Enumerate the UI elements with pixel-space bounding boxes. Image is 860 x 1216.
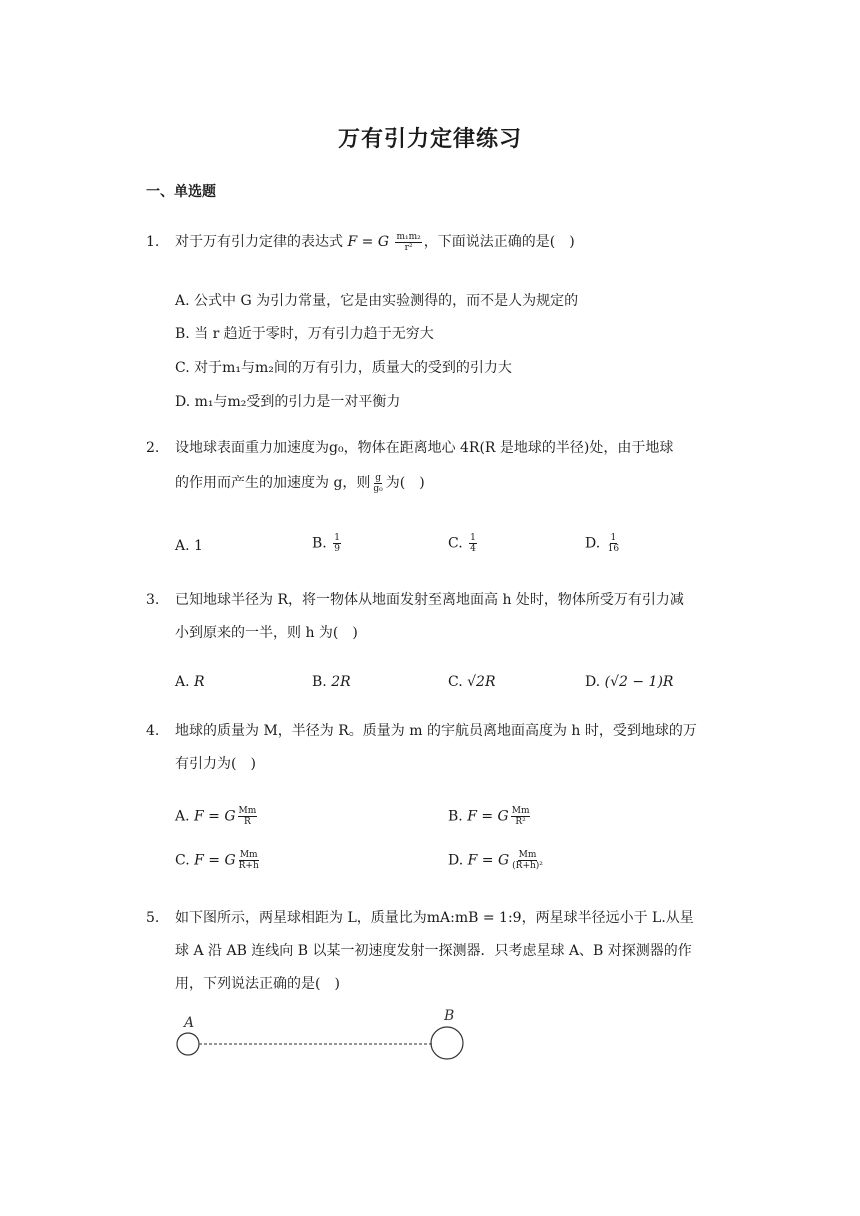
question-3 — [146, 584, 720, 650]
question-2 — [146, 432, 720, 500]
option-3d[interactable]: D. (√2 − 1)R — [585, 674, 674, 690]
formula-fraction: $\frac{g}{\text{g₀}}$ — [373, 472, 383, 494]
label-b: B — [444, 1008, 455, 1024]
question-number: 5. — [146, 910, 160, 926]
question-number: 2. — [146, 440, 160, 456]
option-4a[interactable]: A. F = G $\frac{Mm}{R}$ — [175, 806, 257, 827]
option-4c[interactable]: C. F = G $\frac{Mm}{R+h}$ — [175, 850, 259, 871]
section-heading: 一、单选题 — [146, 184, 216, 200]
option-3b[interactable]: B. 2R — [312, 674, 351, 690]
formula-fraction: $\frac{\text{m₁m₂}}{\text{r²}}$ — [396, 231, 421, 253]
question-text: 设地球表面重力加速度为g₀，物体在距离地心 4R(R 是地球的半径)处，由于地球 的作用而产生的加速度为 g，则 $\frac{g}{\text{g₀}}$ 为( ) — [175, 440, 674, 494]
two-star-figure — [170, 1005, 480, 1065]
question-number: 1. — [146, 234, 160, 250]
label-a: A — [184, 1015, 195, 1031]
question-number: 3. — [146, 592, 160, 608]
option-3c[interactable]: C. √2R — [448, 674, 496, 690]
option-1b[interactable]: B. 当 r 趋近于零时，万有引力趋于无穷大 — [175, 326, 434, 342]
option-2b[interactable]: B. $\frac{1}{9}$ — [312, 533, 340, 554]
page-title: 万有引力定律练习 — [337, 127, 522, 152]
question-text: 如下图所示，两星球相距为 L，质量比为mA:mB = 1:9，两星球半径远小于 L.从星 球 A 沿 AB 连线向 B 以某一初速度发射一探测器．只考虑星球 A、B 对探测器的作 用，下列说法正确的是( ) — [175, 910, 694, 992]
option-1d[interactable]: D. m₁与m₂受到的引力是一对平衡力 — [175, 394, 401, 410]
option-4b[interactable]: B. F = G $\frac{Mm}{\text{R²}}$ — [448, 806, 530, 827]
option-2c[interactable]: C. $\frac{1}{4}$ — [448, 533, 476, 554]
option-4d[interactable]: D. F = G $\frac{Mm}{\text{(R+h)²}}$ — [448, 850, 543, 871]
option-2d[interactable]: D. $\frac{1}{16}$ — [585, 533, 620, 554]
option-2a[interactable]: A. 1 — [175, 538, 203, 554]
option-1c[interactable]: C. 对于m₁与m₂间的万有引力，质量大的受到的引力大 — [175, 360, 512, 376]
question-number: 4. — [146, 723, 160, 739]
question-5 — [146, 902, 720, 1001]
question-text: 对于万有引力定律的表达式 F = G $\frac{\text{m₁m₂}}{\text{r²}}$ ，下面说法正确的是( ) — [175, 231, 575, 253]
question-text: 地球的质量为 M，半径为 R。质量为 m 的宇航员离地面高度为 h 时，受到地球的万 有引力为( ) — [175, 723, 697, 772]
option-1a[interactable]: A. 公式中 G 为引力常量，它是由实验测得的，而不是人为规定的 — [175, 293, 579, 309]
question-text: 已知地球半径为 R，将一物体从地面发射至离地面高 h 处时，物体所受万有引力减 小到原来的一半，则 h 为( ) — [175, 592, 684, 641]
star-b — [431, 1027, 463, 1059]
question-4 — [146, 715, 720, 781]
star-a — [177, 1033, 199, 1055]
question-1 — [146, 226, 720, 259]
option-3a[interactable]: A. R — [175, 674, 205, 690]
